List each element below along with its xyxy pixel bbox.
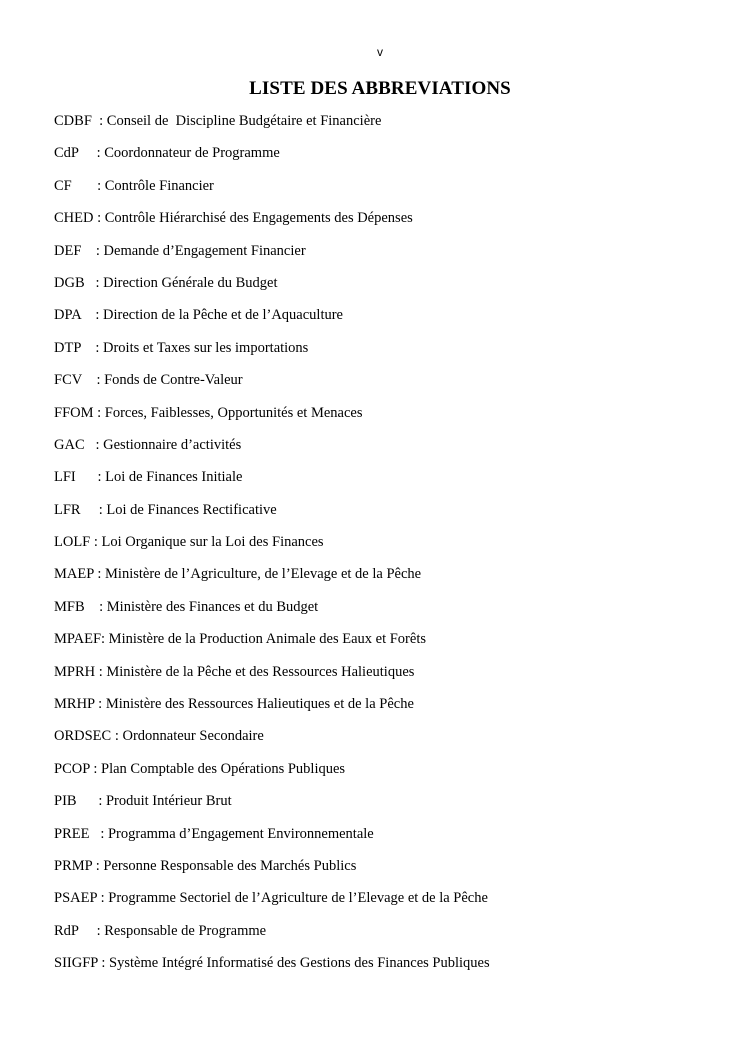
abbreviation-entry: MPRH : Ministère de la Pêche et des Ressources Halieutiques <box>54 663 415 680</box>
abbreviation-entry: LFI : Loi de Finances Initiale <box>54 469 243 486</box>
abbreviation-entry: MRHP : Ministère des Ressources Halieutiques et de la Pêche <box>54 696 414 713</box>
page-number: v <box>377 45 383 59</box>
abbreviation-entry: PIB : Produit Intérieur Brut <box>54 793 232 810</box>
abbreviation-entry: LFR : Loi de Finances Rectificative <box>54 501 277 518</box>
abbreviation-entry: DTP : Droits et Taxes sur les importations <box>54 339 309 356</box>
abbreviation-entry: PREE : Programma d’Engagement Environnementale <box>54 825 374 842</box>
abbreviation-entry: DEF : Demande d’Engagement Financier <box>54 242 306 259</box>
abbreviation-entry: DPA : Direction de la Pêche et de l’Aquaculture <box>54 307 343 324</box>
abbreviation-entry: PRMP : Personne Responsable des Marchés Publics <box>54 857 357 874</box>
abbreviation-entry: FFOM : Forces, Faiblesses, Opportunités et Menaces <box>54 404 363 421</box>
abbreviation-entry: SIIGFP : Système Intégré Informatisé des Gestions des Finances Publiques <box>54 955 490 972</box>
abbreviation-entry: ORDSEC : Ordonnateur Secondaire <box>54 728 264 745</box>
abbreviation-entry: DGB : Direction Générale du Budget <box>54 274 278 291</box>
abbreviation-entry: RdP : Responsable de Programme <box>54 922 267 939</box>
abbreviation-entry: CHED : Contrôle Hiérarchisé des Engagements des Dépenses <box>54 210 413 227</box>
abbreviation-entry: MFB : Ministère des Finances et du Budget <box>54 598 319 615</box>
abbreviation-entry: MAEP : Ministère de l’Agriculture, de l’Elevage et de la Pêche <box>54 566 422 583</box>
abbreviation-entry: CDBF : Conseil de Discipline Budgétaire et Financière <box>54 113 382 129</box>
abbreviation-entry: GAC : Gestionnaire d’activités <box>54 436 242 453</box>
abbreviation-entry: PCOP : Plan Comptable des Opérations Publiques <box>54 760 346 777</box>
page-title: LISTE DES ABBREVIATIONS <box>249 78 511 99</box>
abbreviation-entry: MPAEF: Ministère de la Production Animale des Eaux et Forêts <box>54 631 426 648</box>
abbreviation-list <box>54 111 714 986</box>
abbreviation-entry: PSAEP : Programme Sectoriel de l’Agriculture de l’Elevage et de la Pêche <box>54 890 488 907</box>
abbreviation-entry: LOLF : Loi Organique sur la Loi des Finances <box>54 534 324 551</box>
abbreviation-entry: FCV : Fonds de Contre-Valeur <box>54 372 243 389</box>
abbreviation-entry: CF : Contrôle Financier <box>54 177 214 194</box>
abbreviation-entry: CdP : Coordonnateur de Programme <box>54 145 280 162</box>
